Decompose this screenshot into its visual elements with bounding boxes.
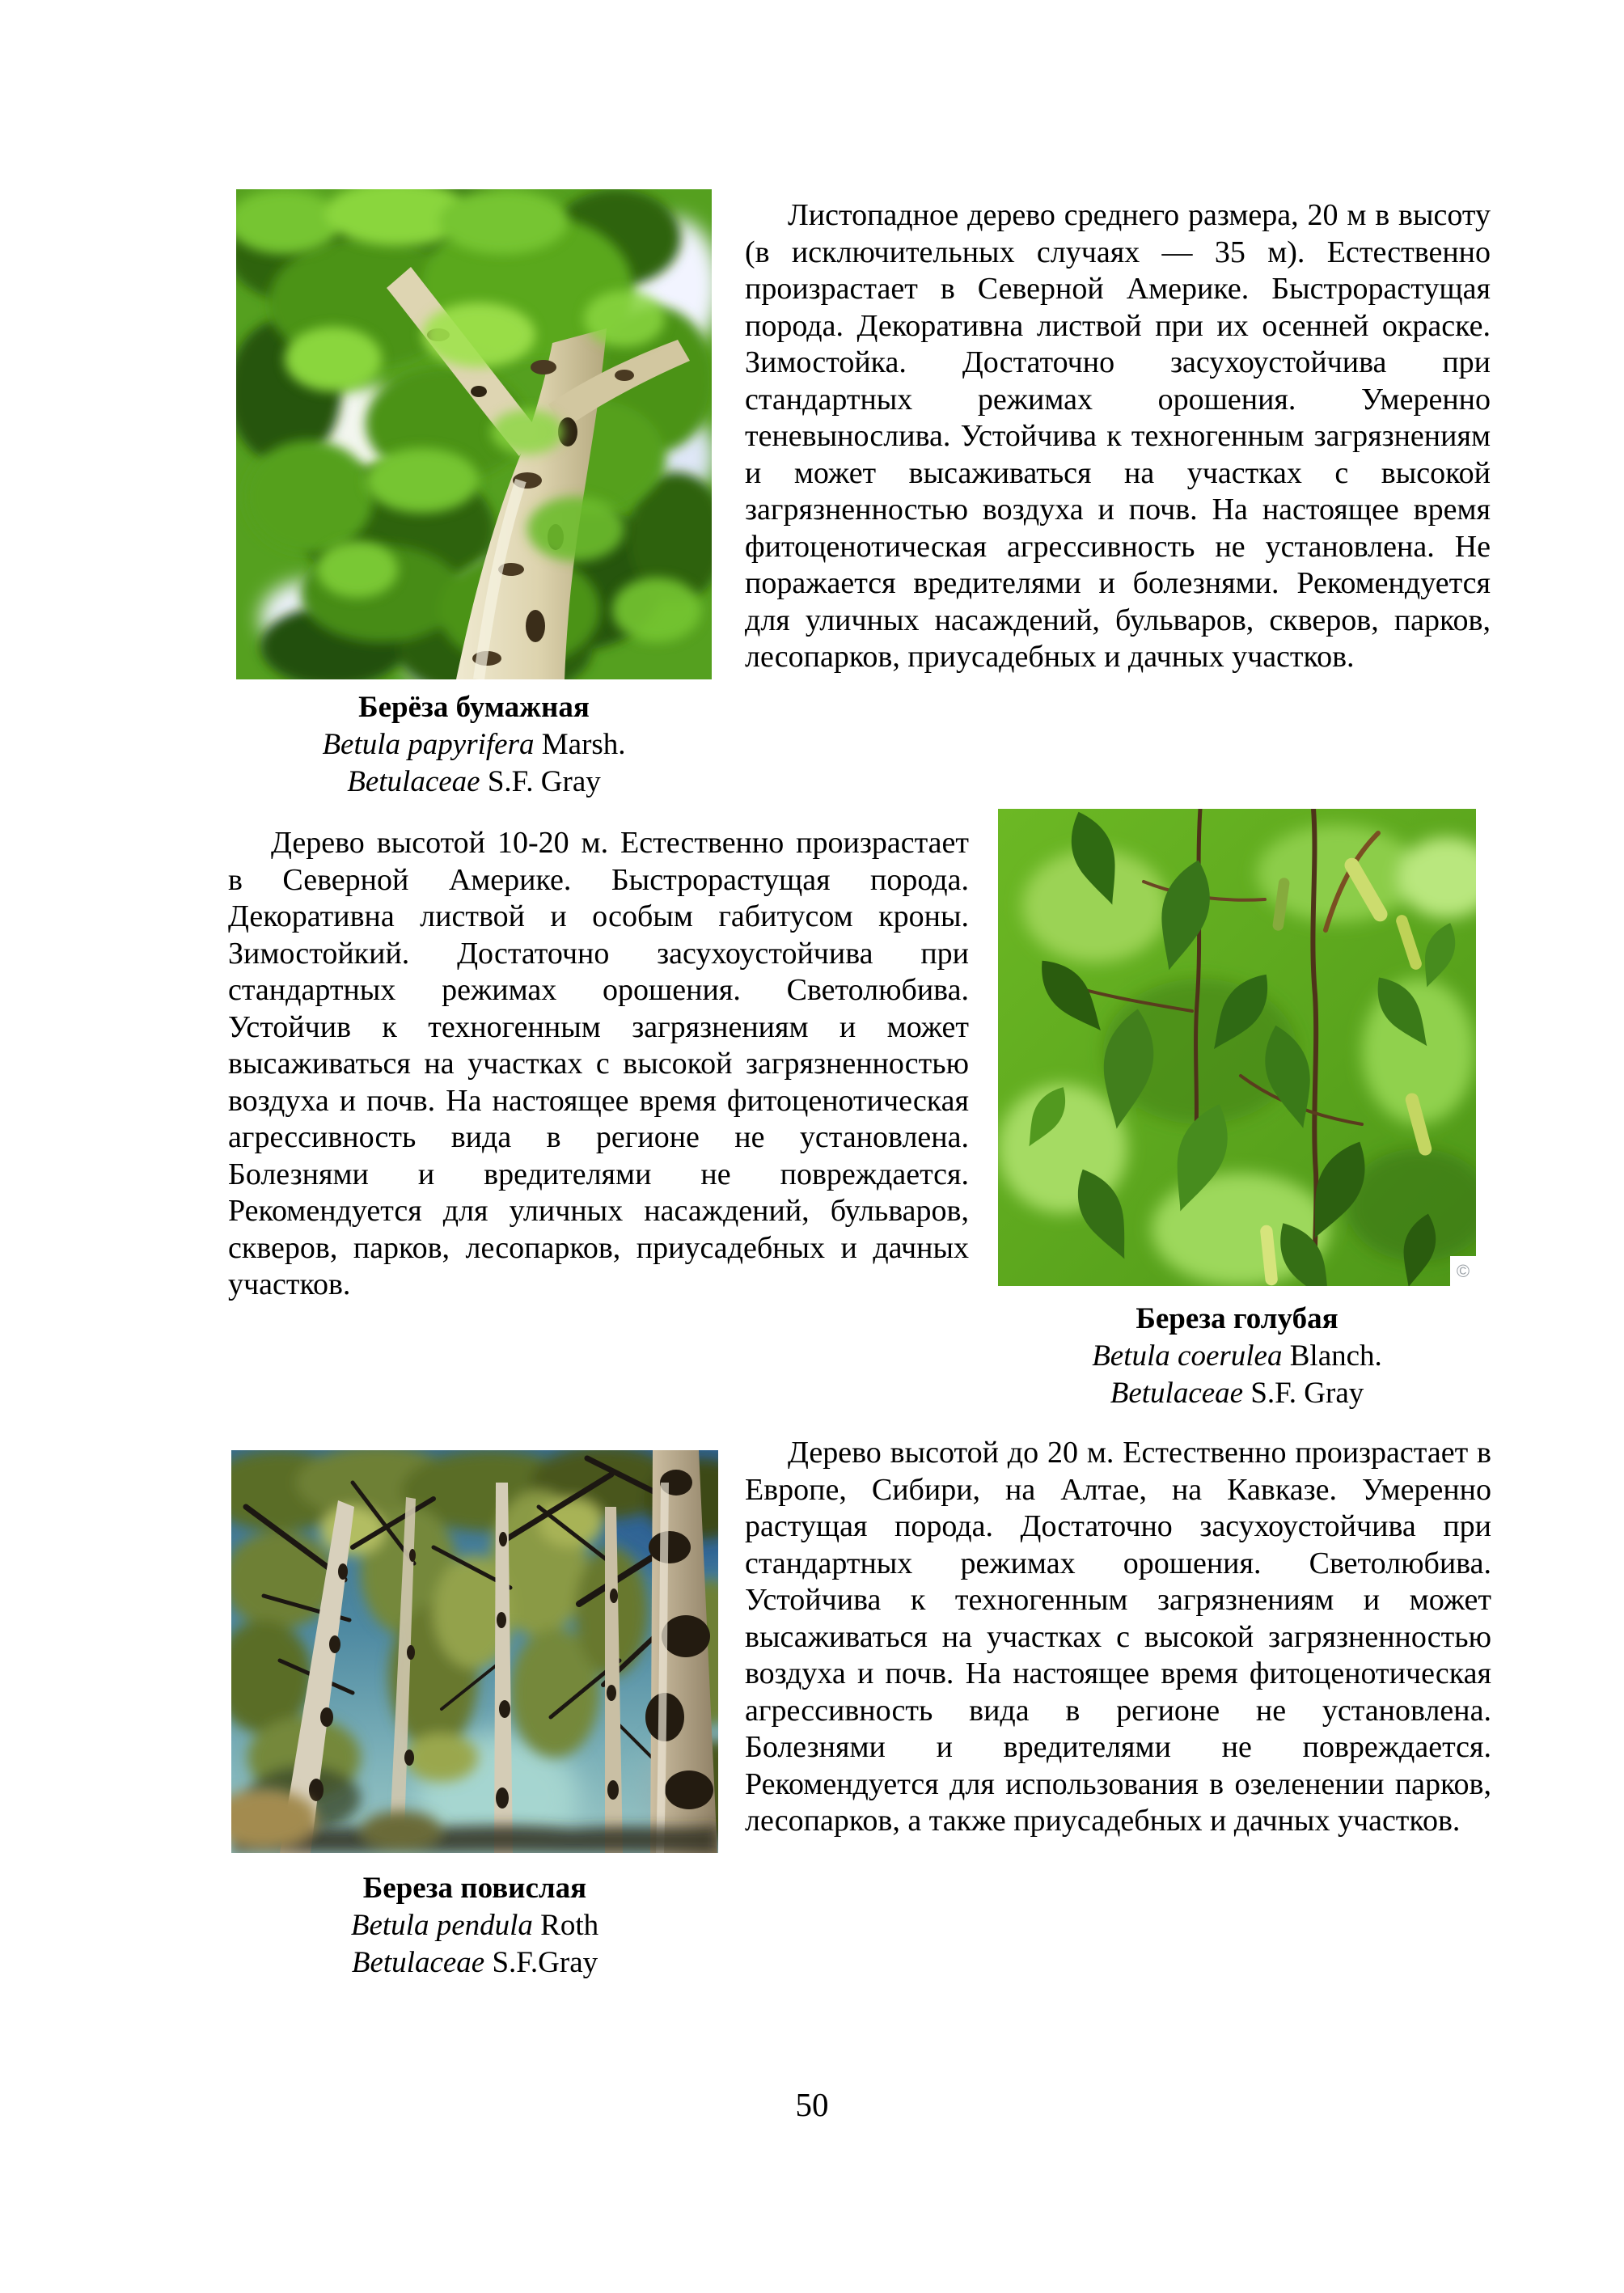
birch-coerulea-photo [998, 809, 1476, 1286]
plant-name-ru: Берёза бумажная [358, 691, 590, 724]
photo-caption-pendula [231, 1870, 718, 1982]
birch-papyrifera-photo [236, 189, 712, 679]
svg-text:©: © [1456, 1261, 1470, 1281]
species-description-papyrifera: Листопадное дерево среднего размера, 20 м в высоту (в исключительных случаях — 35 м). Естественно произрастает в Северной Америке. Быстрорастущая порода. Декоративна листвой при их осенней окраске. Зимостойка. Достаточно засухоустойчива при стандартных режимах орошения. Умеренно теневынослива. Устойчива к техногенным загрязнениям и может высаживаться на участках с высокой загрязненностью воздуха и почв. На настоящее время фитоценотическая агрессивность не установлена. Не поражается вредителями и болезнями. Рекомендуется для уличных насаждений, бульваров, скверов, парков, лесопарков, приусадебных и дачных участков. [745, 198, 1491, 674]
plant-name-latin: Betula coerulea Blanch. [1092, 1339, 1382, 1373]
birch-pendula-illustration [231, 1450, 718, 1853]
plant-family-latin: Betulaceae S.F. Gray [347, 765, 601, 798]
birch-pendula-photo [231, 1450, 718, 1853]
species-description-pendula: Дерево высотой до 20 м. Естественно произрастает в Европе, Сибири, на Алтае, на Кавказе. Умеренно растущая порода. Достаточно засухоустойчива при стандартных режимах орошения. Светолюбива. Устойчива к техногенным загрязнениям и может высаживаться на участках с высокой загрязненностью воздуха и почв. На настоящее время фитоценотическая агрессивность вида в регионе не установлена. Болезнями и вредителями не повреждается. Рекомендуется для использования в озеленении парков, лесопарков, а также приусадебных и дачных участков. [745, 1436, 1491, 1838]
page-number: 50 [795, 2086, 829, 2123]
birch-coerulea-illustration [998, 809, 1476, 1286]
plant-name-latin: Betula papyrifera Marsh. [322, 728, 626, 761]
plant-name-ru: Береза повислая [362, 1872, 587, 1905]
species-description-coerulea: Дерево высотой 10-20 м. Естественно произрастает в Северной Америке. Быстрорастущая порода. Декоративна листвой и особым габитусом кроны. Зимостойкий. Достаточно засухоустойчива при стандартных режимах орошения. Светолюбива. Устойчив к техногенным загрязнениям и может высаживаться на участках с высокой загрязненностью воздуха и почв. На настоящее время фитоценотическая агрессивность вида в регионе не установлена. Болезнями и вредителями не повреждается. Рекомендуется для уличных насаждений, бульваров, скверов, парков, лесопарков, приусадебных и дачных участков. [228, 826, 969, 1301]
plant-name-ru: Береза голубая [1136, 1302, 1339, 1335]
photo-caption-coerulea [998, 1301, 1476, 1412]
plant-family-latin: Betulaceae S.F.Gray [351, 1946, 598, 1979]
copyright-icon [1450, 1256, 1476, 1286]
plant-family-latin: Betulaceae S.F. Gray [1110, 1377, 1364, 1410]
plant-name-latin: Betula pendula Roth [350, 1909, 599, 1942]
birch-papyrifera-illustration [236, 189, 712, 679]
photo-caption-papyrifera [236, 689, 712, 801]
